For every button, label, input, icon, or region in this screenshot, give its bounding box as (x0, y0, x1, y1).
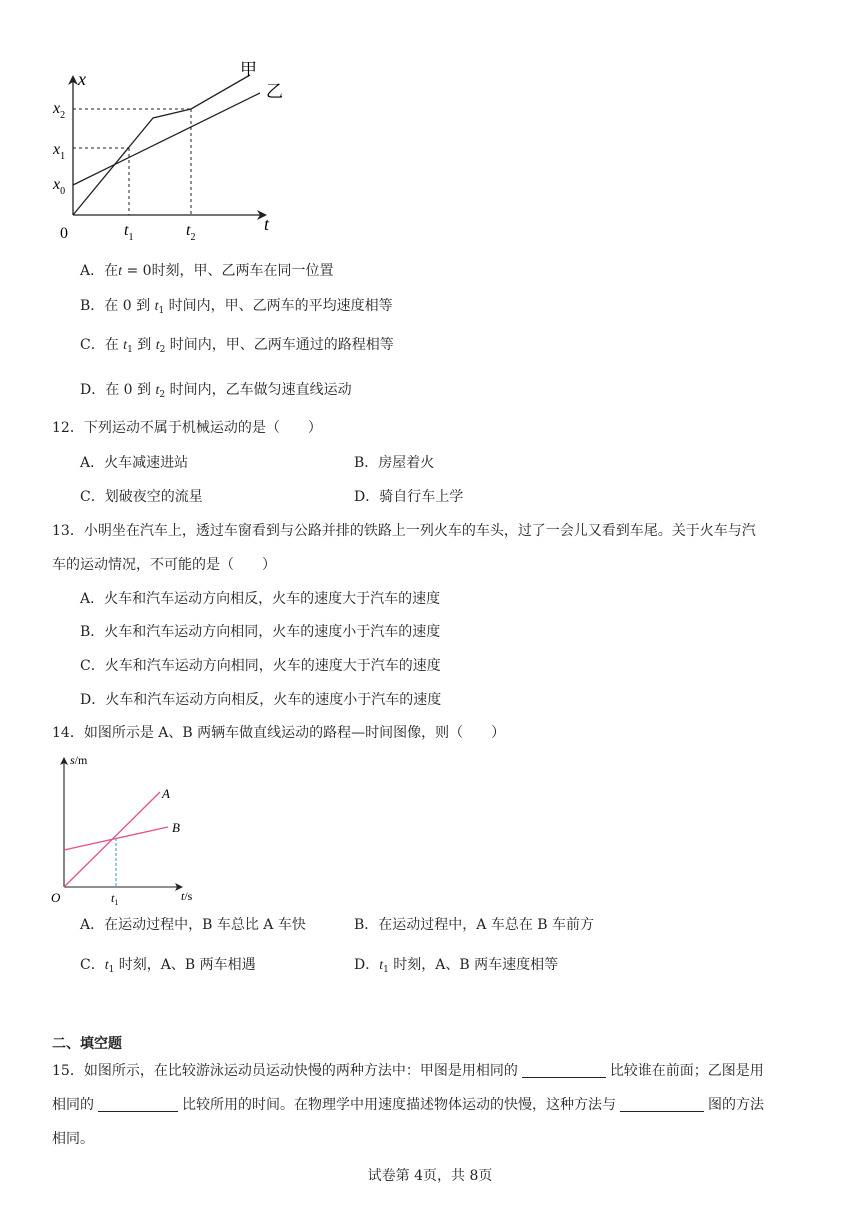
y-tick-x1: $x_1$ (53, 141, 66, 162)
y-tick-x2: $x_2$ (53, 100, 66, 121)
q11-option-b[interactable]: B．在 0 到 $t_1$ 时间内，甲、乙两车的平均速度相等 (80, 298, 393, 316)
q14-stem: 14．如图所示是 A、B 两辆车做直线运动的路程—时间图像，则（ ） (52, 725, 506, 741)
x-axis-label: t (264, 214, 270, 234)
q12-stem: 12．下列运动不属于机械运动的是（ ） (52, 420, 322, 436)
q11-option-c[interactable]: C．在 $t_1$ 到 $t_2$ 时间内，甲、乙两车通过的路程相等 (80, 337, 394, 355)
series-yi-line (73, 93, 260, 185)
answer-blank-2[interactable] (98, 1097, 178, 1112)
y-axis-label: x (78, 69, 86, 89)
page-footer: 试卷第 4页，共 8页 (367, 1168, 493, 1184)
q13-option-a[interactable]: A．火车和汽车运动方向相反，火车的速度大于汽车的速度 (80, 591, 441, 607)
q12-option-a[interactable]: A．火车减速进站 (80, 455, 189, 471)
q13-stem-line1: 13．小明坐在汽车上，透过车窗看到与公路并排的铁路上一列火车的车头，过了一会儿又看到车尾。关于火车与汽 (52, 523, 756, 539)
q13-option-b[interactable]: B．火车和汽车运动方向相同，火车的速度小于汽车的速度 (80, 624, 441, 640)
figure-st-graph (48, 752, 208, 907)
q15-line1: 15．如图所示，在比较游泳运动员运动快慢的两种方法中：甲图是用相同的 比较谁在前面；乙图是用 (52, 1063, 764, 1079)
x-tick-t1: $t_1$ (111, 891, 119, 907)
q15-line2: 相同的 比较所用的时间。在物理学中用速度描述物体运动的快慢，这种方法与 图的方法 (52, 1097, 764, 1113)
q14-option-c[interactable]: C．$t_1$ 时刻，A、B 两车相遇 (80, 957, 256, 975)
q12-option-d[interactable]: D．骑自行车上学 (354, 489, 464, 505)
series-label-jia: 甲 (240, 60, 257, 80)
origin-label: 0 (60, 225, 68, 242)
x-tick-t2: $t_2$ (186, 222, 196, 243)
q11-option-a[interactable]: A．在t = 0时刻，甲、乙两车在同一位置 (80, 263, 334, 279)
answer-blank-1[interactable] (522, 1063, 606, 1078)
t-axis-label: t/s (181, 889, 193, 903)
answer-blank-3[interactable] (620, 1097, 704, 1112)
x-tick-t1: $t_1$ (124, 222, 134, 243)
q13-option-d[interactable]: D．火车和汽车运动方向相反，火车的速度小于汽车的速度 (80, 692, 442, 708)
q12-option-b[interactable]: B．房屋着火 (354, 455, 435, 471)
series-label-b: B (172, 820, 180, 835)
q15-line3: 相同。 (52, 1131, 94, 1147)
origin-o-label: O (51, 890, 61, 905)
q14-option-b[interactable]: B．在运动过程中，A 车总在 B 车前方 (354, 917, 595, 933)
y-tick-x0: $x_0$ (53, 176, 66, 197)
q11-option-d[interactable]: D．在 0 到 $t_2$ 时间内，乙车做匀速直线运动 (80, 382, 352, 400)
q13-stem-line2: 车的运动情况，不可能的是（ ） (52, 557, 276, 573)
series-label-a: A (162, 786, 170, 801)
series-jia-line (73, 75, 250, 215)
section-title-fill-in: 二、填空题 (52, 1036, 122, 1052)
series-label-yi: 乙 (266, 82, 283, 102)
q12-option-c[interactable]: C．划破夜空的流星 (80, 489, 203, 505)
q13-option-c[interactable]: C．火车和汽车运动方向相同，火车的速度大于汽车的速度 (80, 658, 441, 674)
s-axis-label: s/m (70, 753, 88, 767)
q14-option-a[interactable]: A．在运动过程中，B 车总比 A 车快 (80, 917, 306, 933)
q14-option-d[interactable]: D．$t_1$ 时刻，A、B 两车速度相等 (354, 957, 559, 975)
figure-xt-graph (40, 55, 300, 250)
